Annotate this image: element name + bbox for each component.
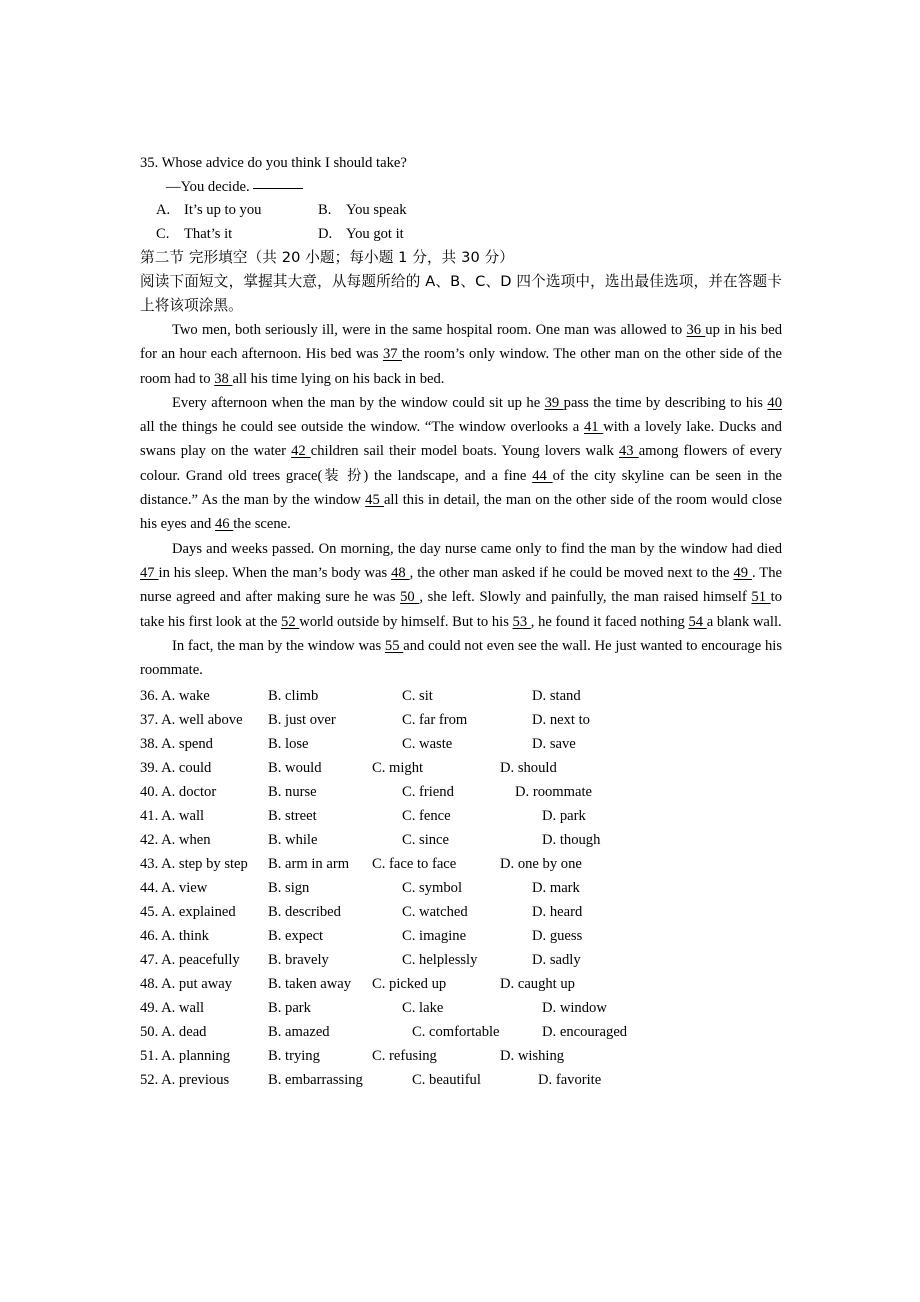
choice-row-42 (140, 828, 782, 852)
option-c[interactable] (156, 223, 232, 247)
choice-option-c[interactable]: C. waste (402, 736, 453, 753)
choice-option-c[interactable]: C. comfortable (412, 1024, 500, 1041)
text-run: in his sleep. When the man’s body was (158, 564, 392, 581)
choice-number-and-option-a[interactable]: 41. A. wall (140, 808, 205, 825)
text-run: and could not even see the wall. He just wanted to encourage his roommate. (140, 637, 782, 679)
text-run: world outside by himself. But to his (299, 613, 513, 630)
choice-row-48 (140, 972, 782, 996)
text-run: children sail their model boats. Young lovers walk (310, 443, 619, 460)
option-d-letter: D. (318, 225, 333, 242)
text-run: Two men, both seriously ill, were in the same hospital room. One man was allowed to (172, 322, 687, 338)
choice-option-b[interactable]: B. just over (268, 712, 336, 729)
choice-row-50 (140, 1020, 782, 1044)
text-run: to take his first look at the (140, 589, 783, 630)
cloze-blank-43: 43 (619, 443, 639, 460)
choice-option-b[interactable]: B. taken away (268, 976, 352, 993)
choice-option-c[interactable]: C. imagine (402, 928, 467, 945)
passage-paragraph-2 (140, 391, 782, 537)
text-run: pass the time by describing to his (563, 394, 768, 411)
choice-option-c[interactable]: C. beautiful (412, 1072, 481, 1089)
choice-number-and-option-a[interactable]: 37. A. well above (140, 712, 243, 729)
cloze-blank-47: 47 (140, 564, 159, 581)
cloze-blank-51: 51 (751, 589, 771, 606)
text-run: , he found it faced nothing (530, 613, 689, 630)
option-c-letter: C. (156, 225, 170, 242)
choice-option-c[interactable]: C. since (402, 832, 450, 849)
cloze-blank-39: 39 (544, 394, 564, 411)
choice-number-and-option-a[interactable]: 50. A. dead (140, 1024, 207, 1041)
choice-number-and-option-a[interactable]: 43. A. step by step (140, 856, 248, 873)
choice-number-and-option-a[interactable]: 49. A. wall (140, 1000, 205, 1017)
choice-row-45 (140, 900, 782, 924)
option-a-text: It’s up to you (184, 202, 262, 218)
choice-number-and-option-a[interactable]: 51. A. planning (140, 1048, 230, 1065)
choice-option-d[interactable]: D. heard (532, 904, 583, 921)
option-c-text: That’s it (184, 225, 233, 242)
choice-row-41 (140, 804, 782, 828)
choice-option-c[interactable]: C. face to face (372, 856, 457, 873)
choice-option-d[interactable]: D. though (542, 832, 601, 849)
choice-option-c[interactable]: C. sit (402, 688, 433, 705)
question-35-options-row-2 (140, 223, 782, 247)
cloze-blank-44: 44 (532, 467, 553, 484)
text-run: with a lovely lake. Ducks and swans play on the water (140, 419, 782, 460)
cloze-blank-55: 55 (384, 637, 404, 654)
choice-option-b[interactable]: B. climb (268, 688, 319, 705)
text-run: ) the landscape, and a fine (363, 467, 533, 484)
choice-option-c[interactable]: C. far from (402, 712, 468, 729)
cloze-blank-45: 45 (365, 492, 384, 509)
option-a[interactable] (156, 199, 261, 223)
choice-number-and-option-a[interactable]: 47. A. peacefully (140, 952, 240, 969)
question-35-options-row-1 (140, 199, 782, 223)
choice-option-d[interactable]: D. wishing (500, 1048, 565, 1065)
answer-choices-list (140, 684, 782, 1092)
choice-option-c[interactable]: C. might (372, 760, 424, 777)
choice-option-d[interactable]: D. one by one (500, 856, 582, 873)
choice-option-b[interactable]: B. amazed (268, 1024, 330, 1041)
text-run: the room’s only window. The other man on the other side of the room had to (140, 346, 782, 387)
cloze-blank-53: 53 (512, 613, 531, 630)
choice-option-c[interactable]: C. fence (402, 808, 451, 825)
text-run: all the things he could see outside the window. “The window overlooks a (140, 419, 584, 436)
choice-option-c[interactable]: C. symbol (402, 880, 463, 897)
option-d[interactable] (318, 223, 404, 247)
choice-option-b[interactable]: B. while (268, 832, 318, 849)
cloze-blank-50: 50 (400, 589, 420, 606)
choice-option-d[interactable]: D. save (532, 736, 576, 753)
choice-option-b[interactable]: B. bravely (268, 952, 329, 969)
choice-option-c[interactable]: C. refusing (372, 1048, 437, 1065)
choice-number-and-option-a[interactable]: 45. A. explained (140, 904, 236, 921)
choice-option-c[interactable]: C. friend (402, 784, 454, 801)
choice-option-d[interactable]: D. should (500, 760, 557, 777)
choice-row-37 (140, 708, 782, 732)
text-run: a blank wall. (706, 613, 782, 630)
choice-option-d[interactable]: D. encouraged (542, 1024, 628, 1041)
text-run: Days and weeks passed. On morning, the day nurse came only to find the man by the window had died (172, 540, 782, 557)
choice-option-d[interactable]: D. guess (532, 928, 583, 945)
text-run: . The nurse agreed and after making sure he was (140, 564, 782, 606)
choice-number-and-option-a[interactable]: 36. A. wake (140, 688, 210, 705)
text-run: , she left. Slowly and painfully, the man raised himself (419, 589, 752, 606)
option-a-letter: A. (156, 202, 171, 218)
text-run: , the other man asked if he could be moved next to the (409, 564, 734, 581)
page-content (140, 152, 782, 1092)
option-d-text: You got it (346, 225, 404, 242)
choice-row-38 (140, 732, 782, 756)
cloze-blank-38: 38 (214, 370, 233, 387)
choice-row-49 (140, 996, 782, 1020)
choice-number-and-option-a[interactable]: 39. A. could (140, 760, 212, 777)
choice-option-d[interactable]: D. roommate (515, 784, 593, 801)
choice-option-b[interactable]: B. street (268, 808, 317, 825)
cloze-blank-48: 48 (391, 564, 410, 581)
option-b[interactable] (318, 199, 407, 223)
question-35-reply (140, 176, 782, 200)
text-run: Every afternoon when the man by the window could sit up he (172, 394, 545, 411)
choice-row-40 (140, 780, 782, 804)
choice-option-b[interactable]: B. would (268, 760, 322, 777)
choice-option-c[interactable]: C. helplessly (402, 952, 478, 969)
choice-row-43 (140, 852, 782, 876)
text-run: all his time lying on his back in bed. (232, 370, 445, 387)
question-35-stem: 35. Whose advice do you think I should take? (140, 155, 407, 171)
option-b-letter: B. (318, 202, 332, 218)
choice-row-39 (140, 756, 782, 780)
choice-row-46 (140, 924, 782, 948)
cloze-blank-36: 36 (686, 322, 706, 338)
choice-option-b[interactable]: B. nurse (268, 784, 317, 801)
choice-option-b[interactable]: B. lose (268, 736, 309, 753)
passage-paragraph-4 (140, 634, 782, 683)
passage-paragraph-1 (140, 318, 782, 391)
section-directions: 阅读下面短文，掌握其大意，从每题所给的 A、B、C、D 四个选项中，选出最佳选项，并在答题卡上将该项涂黑。 (140, 273, 782, 314)
choice-option-b[interactable]: B. arm in arm (268, 856, 350, 873)
choice-number-and-option-a[interactable]: 38. A. spend (140, 736, 213, 753)
cloze-blank-54: 54 (688, 613, 707, 630)
choice-row-51 (140, 1044, 782, 1068)
text-run: among flowers of every colour. Grand old trees grace( (140, 443, 783, 484)
choice-option-b[interactable]: B. trying (268, 1048, 320, 1065)
text-run: all this in detail, the man on the other side of the room would close his eyes and (140, 492, 782, 533)
choice-row-47 (140, 948, 782, 972)
choice-number-and-option-a[interactable]: 40. A. doctor (140, 784, 217, 801)
text-run: the scene. (233, 516, 291, 533)
choice-option-c[interactable]: C. lake (402, 1000, 444, 1017)
choice-option-b[interactable]: B. park (268, 1000, 311, 1017)
question-35-reply-text: —You decide. (166, 178, 250, 195)
choice-option-d[interactable]: D. caught up (500, 976, 575, 993)
choice-option-d[interactable]: D. park (542, 808, 586, 825)
choice-row-44 (140, 876, 782, 900)
choice-row-36 (140, 684, 782, 708)
option-b-text: You speak (346, 202, 407, 218)
choice-number-and-option-a[interactable]: 42. A. when (140, 832, 211, 849)
cloze-blank-41: 41 (583, 419, 604, 436)
cloze-blank-37: 37 (382, 346, 402, 363)
cloze-blank-49: 49 (733, 564, 752, 581)
choice-option-d[interactable]: D. stand (532, 688, 581, 705)
choice-number-and-option-a[interactable]: 52. A. previous (140, 1072, 230, 1089)
choice-option-c[interactable]: C. picked up (372, 976, 447, 993)
section-heading: 第二节 完形填空（共 20 小题；每小题 1 分，共 30 分） (140, 249, 514, 266)
passage-paragraph-3 (140, 537, 782, 634)
choice-number-and-option-a[interactable]: 46. A. think (140, 928, 209, 945)
choice-option-b[interactable]: B. sign (268, 880, 310, 897)
choice-option-d[interactable]: D. sadly (532, 952, 581, 969)
choice-row-52 (140, 1068, 782, 1092)
choice-option-d[interactable]: D. next to (532, 712, 590, 729)
text-run: In fact, the man by the window was (172, 637, 385, 654)
chinese-gloss: 装 扮 (322, 467, 364, 484)
cloze-blank-42: 42 (291, 443, 311, 460)
answer-blank-rule (253, 188, 303, 189)
text-run: up in his bed for an hour each afternoon. His bed was (140, 322, 783, 363)
choice-option-c[interactable]: C. watched (402, 904, 468, 921)
choice-option-d[interactable]: D. mark (532, 880, 580, 897)
cloze-blank-40: 40 (767, 394, 783, 411)
choice-option-d[interactable]: D. favorite (538, 1072, 602, 1089)
choice-option-b[interactable]: B. expect (268, 928, 324, 945)
cloze-blank-46: 46 (214, 516, 234, 533)
choice-option-d[interactable]: D. window (542, 1000, 607, 1017)
choice-number-and-option-a[interactable]: 48. A. put away (140, 976, 233, 993)
choice-option-b[interactable]: B. embarrassing (268, 1072, 363, 1089)
text-run: of the city skyline can be seen in the distance.” As the man by the window (140, 467, 783, 509)
choice-number-and-option-a[interactable]: 44. A. view (140, 880, 208, 897)
choice-option-b[interactable]: B. described (268, 904, 341, 921)
cloze-blank-52: 52 (281, 613, 300, 630)
